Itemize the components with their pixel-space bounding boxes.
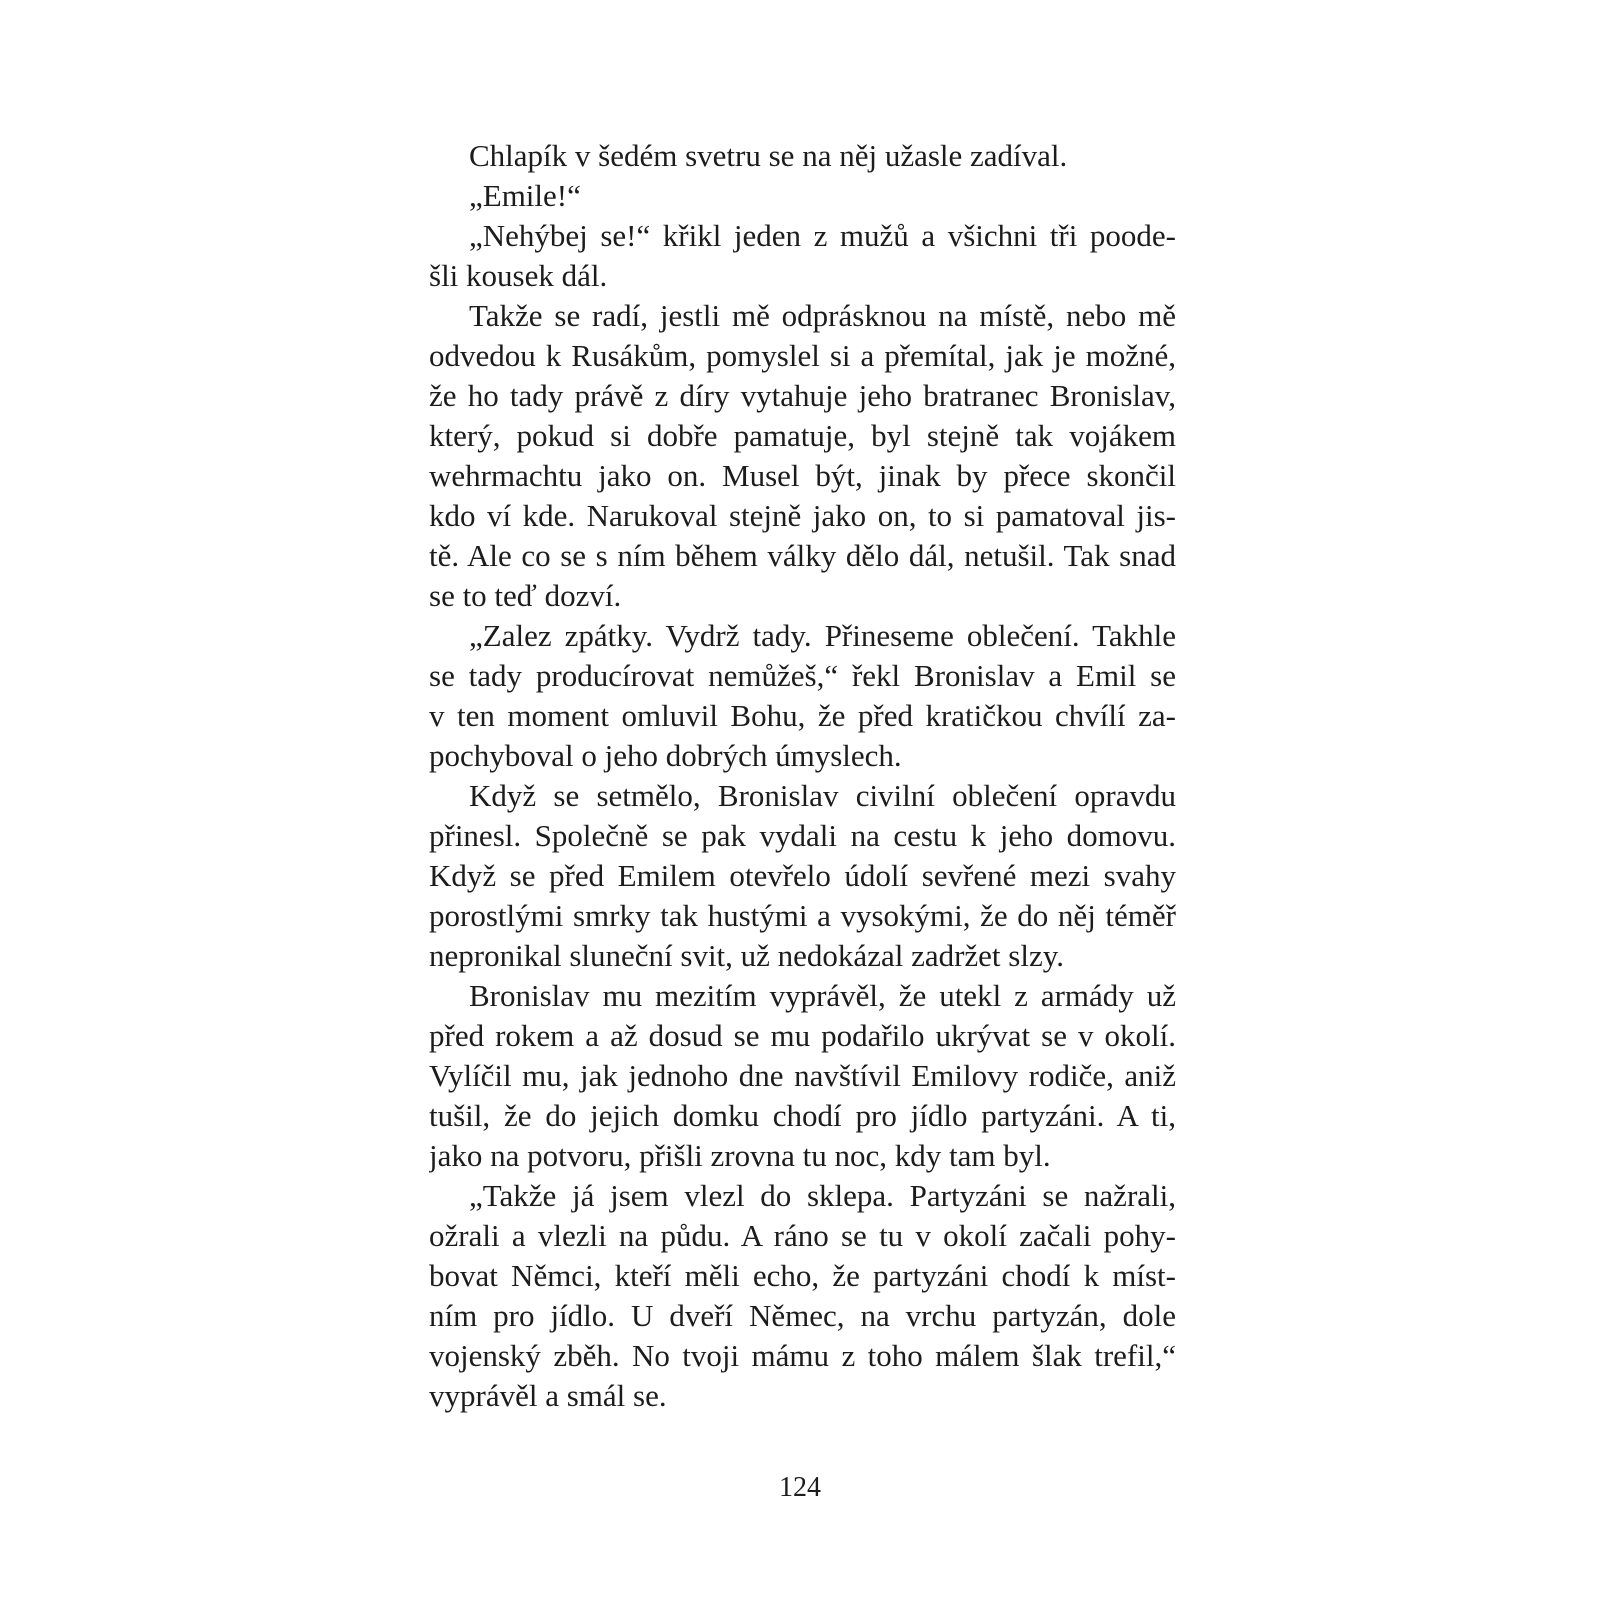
text-line: nepronikal sluneční svit, už nedokázal zadržet slzy. (429, 938, 1064, 973)
text-line: tě. Ale co se s ním během války dělo dál, netušil. Tak snad (429, 538, 1176, 573)
text-line: „Emile!“ (469, 178, 581, 213)
page-number: 124 (779, 1472, 821, 1503)
text-line: tušil, že do jejich domku chodí pro jídlo partyzáni. A ti, (429, 1098, 1176, 1133)
text-line: se to teď dozví. (429, 578, 622, 613)
text-line: ním pro jídlo. U dveří Němec, na vrchu partyzán, dole (429, 1298, 1176, 1333)
text-line: pochyboval o jeho dobrých úmyslech. (429, 738, 902, 773)
text-line: Vylíčil mu, jak jednoho dne navštívil Emilovy rodiče, aniž (429, 1058, 1176, 1093)
text-line: Chlapík v šedém svetru se na něj užasle zadíval. (469, 138, 1068, 173)
text-line: se tady producírovat nemůžeš,“ řekl Bronislav a Emil se (429, 658, 1176, 693)
text-line: porostlými smrky tak hustými a vysokými, že do něj téměř (429, 898, 1176, 933)
text-line: šli kousek dál. (429, 258, 608, 293)
text-line: Když se před Emilem otevřelo údolí sevřené mezi svahy (429, 858, 1176, 893)
text-line: bovat Němci, kteří měli echo, že partyzáni chodí k míst- (429, 1258, 1176, 1293)
text-line: wehrmachtu jako on. Musel být, jinak by přece skončil (429, 458, 1176, 493)
text-line: „Zalez zpátky. Vydrž tady. Přineseme oblečení. Takhle (469, 618, 1176, 653)
text-line: před rokem a až dosud se mu podařilo ukrývat se v okolí. (429, 1018, 1176, 1053)
text-line: že ho tady právě z díry vytahuje jeho bratranec Bronislav, (429, 378, 1176, 413)
text-line: přinesl. Společně se pak vydali na cestu k jeho domovu. (429, 818, 1176, 853)
text-line: který, pokud si dobře pamatuje, byl stejně tak vojákem (429, 418, 1176, 453)
text-line: vojenský zběh. No tvoji mámu z toho málem šlak trefil,“ (429, 1338, 1176, 1373)
text-line: „Nehýbej se!“ křikl jeden z mužů a všichni tři poode- (469, 218, 1176, 253)
text-line: Takže se radí, jestli mě odprásknou na místě, nebo mě (469, 298, 1176, 333)
body-text (429, 136, 1176, 1416)
text-line: jako na potvoru, přišli zrovna tu noc, kdy tam byl. (429, 1138, 1051, 1173)
text-line: „Takže já jsem vlezl do sklepa. Partyzáni se nažrali, (469, 1178, 1176, 1213)
text-line: odvedou k Rusákům, pomyslel si a přemítal, jak je možné, (429, 338, 1176, 373)
text-line: kdo ví kde. Narukoval stejně jako on, to si pamatoval jis- (429, 498, 1176, 533)
text-line: Když se setmělo, Bronislav civilní oblečení opravdu (469, 778, 1176, 813)
text-line: v ten moment omluvil Bohu, že před kratičkou chvílí za- (429, 698, 1176, 733)
text-line: vyprávěl a smál se. (429, 1378, 667, 1413)
text-line: Bronislav mu mezitím vyprávěl, že utekl z armády už (469, 978, 1176, 1013)
text-line: ožrali a vlezli na půdu. A ráno se tu v okolí začali pohy- (429, 1218, 1176, 1253)
